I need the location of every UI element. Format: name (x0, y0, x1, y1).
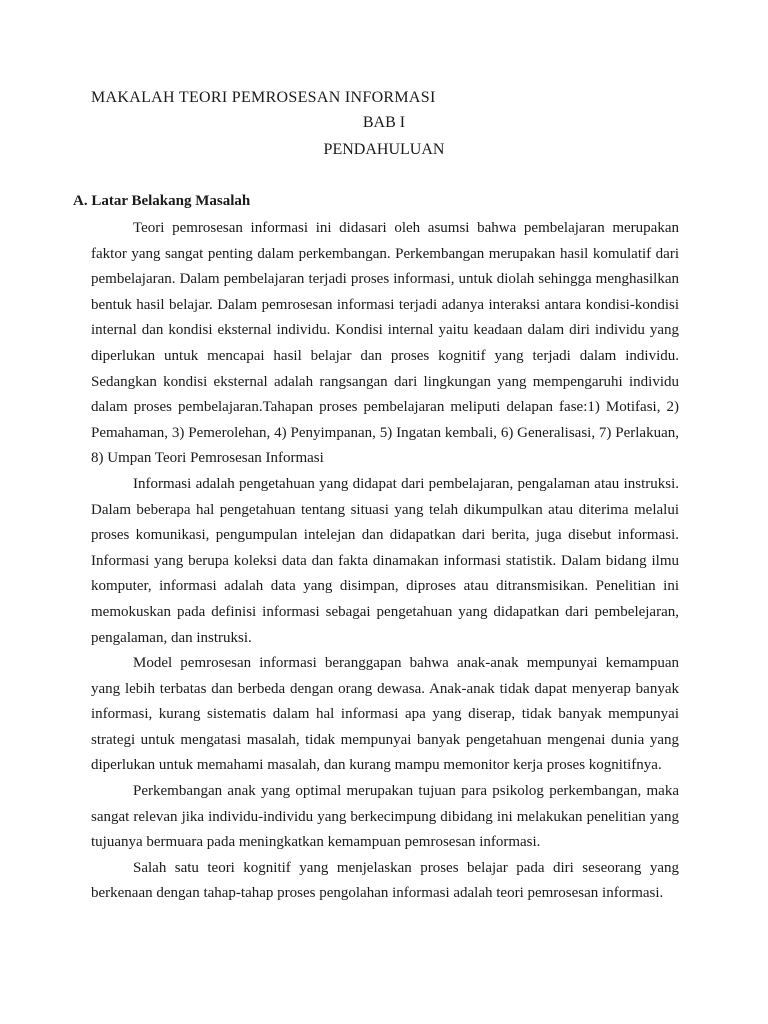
paragraph-2: Informasi adalah pengetahuan yang didapat dari pembelajaran, pengalaman atau instruksi. Dalam beberapa hal pengetahuan tentang situasi yang telah dikumpulkan atau diterima melalui proses komunikasi, pengumpulan intelejan dan didapatkan dari berita, juga disebut informasi. Informasi yang berupa koleksi data dan fakta dinamakan informasi statistik. Dalam bidang ilmu komputer, informasi adalah data yang disimpan, diproses atau ditransmisikan. Penelitian ini memokuskan pada definisi informasi sebagai pengetahuan yang didapatkan dari pembelejaran, pengalaman, dan instruksi. (91, 475, 679, 646)
paragraph-3: Model pemrosesan informasi beranggapan bahwa anak-anak mempunyai kemampuan yang lebih terbatas dan berbeda dengan orang dewasa. Anak-anak tidak dapat menyerap banyak informasi, kurang sistematis dalam hal informasi apa yang diserap, tidak banyak mempunyai strategi untuk mengatasi masalah, tidak mempunyai banyak pengetahuan mengenai dunia yang diperlukan untuk memahami masalah, dan kurang mampu memonitor kerja proses kognitifnya. (91, 655, 679, 774)
paragraph-1: Teori pemrosesan informasi ini didasari oleh asumsi bahwa pembelajaran merupakan faktor yang sangat penting dalam perkembangan. Perkembangan merupakan hasil komulatif dari pembelajaran. Dalam pembelajaran terjadi proses informasi, untuk diolah sehingga menghasilkan bentuk hasil belajar. Dalam pemrosesan informasi terjadi adanya interaksi antara kondisi-kondisi internal dan kondisi eksternal individu. Kondisi internal yaitu keadaan dalam diri individu yang diperlukan untuk mencapai hasil belajar dan proses kognitif yang terjadi dalam individu. Sedangkan kondisi eksternal adalah rangsangan dari lingkungan yang mempengaruhi individu dalam proses pembelajaran.Tahapan proses pembelajaran meliputi delapan fase:1) Motifasi, 2) Pemahaman, 3) Pemerolehan, 4) Penyimpanan, 5) Ingatan kembali, 6) Generalisasi, 7) Perlakuan, 8) Umpan Teori Pemrosesan Informasi (91, 220, 679, 467)
body-text (91, 216, 679, 907)
document-title: MAKALAH TEORI PEMROSESAN INFORMASI (91, 89, 436, 106)
paragraph-5: Salah satu teori kognitif yang menjelaskan proses belajar pada diri seseorang yang berkenaan dengan tahap-tahap proses pengolahan informasi adalah teori pemrosesan informasi. (91, 859, 679, 902)
paragraph-4: Perkembangan anak yang optimal merupakan tujuan para psikolog perkembangan, maka sangat relevan jika individu-individu yang berkecimpung dibidang ini melakukan penelitian yang tujuanya bermuara pada meningkatkan kemampuan pemrosesan informasi. (91, 783, 679, 851)
section-heading: A. Latar Belakang Masalah (73, 193, 251, 209)
chapter-number: BAB I (362, 114, 406, 131)
chapter-title: PENDAHULUAN (323, 141, 445, 158)
